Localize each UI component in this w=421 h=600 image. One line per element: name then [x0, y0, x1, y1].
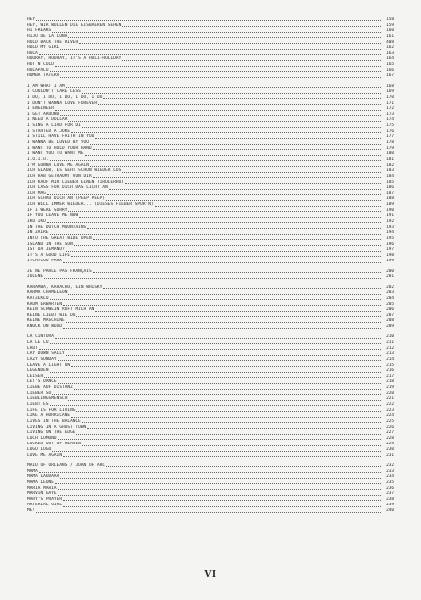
toc-entry-page: 220: [386, 390, 394, 396]
toc-entry-page: 238: [386, 496, 394, 502]
toc-entry-title: LA CINTURA: [27, 334, 54, 340]
toc-entry-page: 168: [386, 83, 394, 89]
dot-leader: [58, 383, 381, 384]
dot-leader: [60, 478, 381, 479]
toc-entry-title: INTO THE GREAT WIDE OPEN: [27, 235, 92, 241]
toc-entry-title: I SING A LIAD FÜR DI: [27, 123, 81, 129]
toc-entry-page: 164: [386, 56, 394, 62]
toc-entry-page: 223: [386, 407, 394, 413]
toc-entry-page: 174: [386, 117, 394, 123]
toc-entry-title: KARMA CHAMELEON: [27, 290, 68, 296]
toc-entry-page: 219: [386, 385, 394, 391]
toc-entry-title: I STILL HAVE FAITH IN YOU: [27, 134, 95, 140]
toc-entry-title: I'M GONNA LOVE ME AGAIN: [27, 162, 89, 168]
toc-entry-title: HOT N COLD: [27, 62, 54, 68]
toc-entry-title: HOLA: [27, 50, 38, 56]
toc-entry-page: 185: [386, 179, 394, 185]
dot-leader: [66, 355, 381, 356]
dot-leader: [68, 37, 381, 38]
toc-entry-title: MATERIAL GIRL: [27, 502, 63, 508]
toc-entry-title: ICH SCHAU DICH AN (PEEP PEEP): [27, 196, 106, 202]
dot-leader: [60, 77, 381, 78]
dot-leader: [93, 177, 381, 178]
toc-entry-title: I ENGINEER: [27, 106, 54, 112]
toc-entry-title: ME!: [27, 508, 36, 514]
dot-leader: [58, 489, 381, 490]
toc-entry-title: I WANT YOU TO WANT ME: [27, 151, 84, 157]
toc-entry-page: 237: [386, 491, 394, 497]
toc-entry-title: LIEBLINGSMENSCH: [27, 396, 68, 402]
dot-leader: [63, 456, 381, 457]
dot-leader: [55, 66, 381, 67]
page-number: VI: [204, 570, 217, 580]
toc-entry-title: I WANT TO HOLD YOUR HAND: [27, 145, 92, 151]
toc-entry-title: KNOCK ON WOOD: [27, 324, 63, 330]
toc-entry-title: IN ZAIRE: [27, 230, 49, 236]
toc-entry-page: 209: [386, 324, 394, 330]
dot-leader: [82, 422, 381, 423]
toc-entry-page: 233: [386, 468, 394, 474]
toc-entry-page: 171: [386, 100, 394, 106]
toc-entry-page: 181: [386, 156, 394, 162]
toc-entry-page: 210: [386, 334, 394, 340]
toc-entry-title: KAUM ERWARTEN: [27, 301, 63, 307]
toc-entry-page: 239: [386, 502, 394, 508]
toc-entry-page: 172: [386, 106, 394, 112]
toc-entry-title: ICH HAB GETRÄUMT VON DIR: [27, 173, 92, 179]
toc-entry-page: 231: [386, 452, 394, 458]
toc-entry-page: 176: [386, 128, 394, 134]
toc-entry-title: MARIA MARIA: [27, 485, 57, 491]
dot-leader: [90, 166, 381, 167]
toc-entry: [27, 324, 394, 330]
toc-entry-page: 187: [386, 190, 394, 196]
toc-entry-page: 188: [386, 196, 394, 202]
dot-leader: [63, 328, 381, 329]
toc-entry-page: 201: [386, 274, 394, 280]
dot-leader: [66, 87, 381, 88]
toc-entry-title: MAMA LAUDAAA: [27, 474, 60, 480]
toc-entry-page: 227: [386, 430, 394, 436]
dot-leader: [106, 466, 381, 467]
dot-leader: [90, 144, 381, 145]
dot-leader: [82, 93, 381, 94]
toc-entry-title: IT'S A GOOD LIFE: [27, 252, 71, 258]
toc-entry-title: LIVES IN THE BALANCE: [27, 418, 81, 424]
toc-entry-page: 192: [386, 219, 394, 224]
toc-entry-title: LAUT: [27, 345, 38, 351]
toc-entry-page: 214: [386, 356, 394, 362]
toc-entry-title: LOVE ME AGAIN: [27, 452, 63, 458]
toc-entry-title: ISLAND IN THE SUN: [27, 241, 73, 247]
dot-leader: [95, 138, 381, 139]
toc-entry-page: 229: [386, 441, 394, 447]
toc-entry-title: MAMA: [27, 468, 38, 474]
toc-entry-page: 179: [386, 145, 394, 151]
toc-entry-title: HOLD BACK THE RIVER: [27, 39, 79, 45]
toc-entry-title: KARAMBA, KARACHO, EIN WHISKY: [27, 284, 103, 290]
dot-leader: [66, 251, 381, 252]
toc-entry-title: LIVING ON THE EDGE: [27, 430, 76, 436]
toc-entry-page: 165: [386, 62, 394, 68]
toc-entry-title: ICH WILL IMMER WIEDER... (DIESES FIEBER SPÜR'N): [27, 202, 154, 208]
toc-entry-title: IF YOU LEAVE ME NOW: [27, 213, 79, 219]
dot-leader: [50, 343, 381, 344]
toc-entry-title: HUMBA TÄTERA: [27, 73, 60, 79]
toc-entry-title: LA LE LU: [27, 339, 49, 345]
toc-entry-page: 212: [386, 345, 394, 351]
toc-entry-title: LEISER: [27, 373, 44, 379]
toc-entry-title: ICH KAUF MIR LIEBER EINEN TIROLERHUT: [27, 179, 124, 185]
dot-leader: [68, 294, 381, 295]
toc-entry-page: 167: [386, 73, 394, 79]
dot-leader: [87, 228, 381, 229]
toc-group: [27, 463, 394, 514]
dot-leader: [50, 299, 381, 300]
toc-entry-page: 175: [386, 123, 394, 129]
dot-leader: [52, 32, 381, 33]
toc-entry-title: LIFE IS FOR LIVING: [27, 407, 76, 413]
toc-entry-page: 222: [386, 402, 394, 407]
toc-entry-page: 215: [386, 362, 394, 368]
toc-entry-page: 184: [386, 173, 394, 179]
toc-entry-page: 216: [386, 368, 394, 374]
toc-entry-title: LOGO LOGO: [27, 447, 52, 453]
dot-leader: [58, 360, 381, 361]
dot-leader: [44, 278, 381, 279]
dot-leader: [47, 222, 381, 223]
toc-entry-page: 189: [386, 202, 394, 208]
toc-entry-title: HEY: [27, 17, 36, 22]
toc-entry-page: 226: [386, 424, 394, 430]
dot-leader: [50, 405, 381, 406]
dot-leader: [55, 110, 381, 111]
toc-group: [27, 84, 394, 265]
toc-entry-title: LAZY SUNDAY: [27, 356, 57, 362]
toc-entry-page: 240: [386, 508, 394, 514]
dot-leader: [60, 115, 381, 116]
dot-leader: [55, 483, 381, 484]
toc-entry-page: 202: [386, 284, 394, 290]
dot-leader: [63, 506, 381, 507]
toc-entry-page: 236: [386, 485, 394, 491]
toc-entry-page: 217: [386, 373, 394, 379]
toc-entry-title: LOCKED OUT OF HEAVEN: [27, 441, 81, 447]
toc-entry: [27, 508, 394, 514]
toc-entry-page: 186: [386, 185, 394, 191]
dot-leader: [44, 377, 381, 378]
toc-entry-title: KEINE MASCHINE: [27, 318, 65, 324]
toc-entry-title: LEGENDEN: [27, 368, 49, 374]
dot-leader: [68, 400, 381, 401]
toc-entry-title: MAMA LEONE: [27, 479, 54, 485]
dot-leader: [66, 322, 381, 323]
dot-leader: [122, 26, 381, 27]
toc-entry-title: MAID OF ORLEANS / JOAN OF ARC: [27, 463, 106, 468]
dot-leader: [87, 428, 381, 429]
toc-entry-page: 234: [386, 474, 394, 480]
toc-entry-title: LOCH LOMOND: [27, 435, 57, 441]
toc-entry-page: 235: [386, 479, 394, 485]
toc-entry-title: I AM WHAT I AM: [27, 83, 65, 89]
dot-leader: [122, 60, 381, 61]
dot-leader: [52, 451, 381, 452]
toc-entry-page: 208: [386, 318, 394, 324]
toc-entry-title: I WANNA BE LOVED BY YOU: [27, 140, 89, 146]
toc-entry-page: 177: [386, 134, 394, 140]
toc-entry-title: HULAPALU: [27, 67, 49, 73]
toc-entry-title: I STARTED A JOKE: [27, 128, 71, 134]
toc-entry-page: 160: [386, 28, 394, 34]
toc-entry-page: 225: [386, 418, 394, 424]
toc-entry-page: 196: [386, 241, 394, 247]
toc-entry-page: 161: [386, 33, 394, 39]
dot-leader: [76, 434, 381, 435]
toc-group: [27, 269, 394, 280]
toc-entry-title: KATZEKLO: [27, 295, 49, 301]
toc-entry-title: IF I WERE SORRY: [27, 207, 68, 213]
toc-entry-title: I NEED A DOLLAR: [27, 117, 68, 123]
dot-leader: [63, 500, 381, 501]
toc-entry-title: JOLENE: [27, 274, 44, 280]
toc-entry-title: LIEBE AUF DISTANZ: [27, 385, 73, 391]
toc-entry-page: 228: [386, 435, 394, 441]
toc-entry-page: 193: [386, 224, 394, 230]
toc-entry-page: 173: [386, 111, 394, 117]
dot-leader: [85, 155, 381, 156]
toc-entry-title: LIVING IN A GHOST TOWN: [27, 424, 87, 430]
toc-entry-page: 182: [386, 162, 394, 168]
toc-entry-page: 194: [386, 230, 394, 236]
dot-leader: [93, 149, 381, 150]
toc-entry-title: ICH LASS FÜR DICH DAS LICHT AN: [27, 185, 108, 191]
toc-entry-title: HIJO DE LA LUNA: [27, 33, 68, 39]
toc-entry-title: I COULDN'T CARE LESS: [27, 89, 81, 95]
dot-leader: [103, 98, 381, 99]
toc-entry-title: JE NE PARLE PAS FRANÇAIS: [27, 268, 92, 274]
toc-entry-page: 213: [386, 351, 394, 357]
toc-entry-page: 163: [386, 50, 394, 56]
toc-entry: [27, 453, 394, 459]
toc-entry-title: IKO IKO: [27, 219, 46, 224]
toc-entry-title: LAY DOWN SALLY: [27, 351, 65, 357]
dot-leader: [109, 189, 381, 190]
toc-entry-page: 183: [386, 168, 394, 174]
toc-entry-title: HI FREAKS: [27, 28, 52, 34]
dot-leader: [71, 417, 381, 418]
dot-leader: [39, 349, 381, 350]
dot-leader: [82, 445, 381, 446]
dot-leader: [50, 234, 381, 235]
dot-leader: [122, 172, 381, 173]
toc-entry-title: LET'S DANCE: [27, 379, 57, 385]
dot-leader: [60, 49, 381, 50]
dot-leader: [106, 200, 381, 201]
toc-entry-title: ICH GLAUB, ES GEHT SCHON WIEDER LOS: [27, 168, 122, 174]
toc-entry-page: 408: [386, 39, 394, 45]
toc-entry-title: ICH MAG: [27, 190, 46, 196]
toc-entry-page: 180: [386, 151, 394, 157]
toc-entry-page: 221: [386, 396, 394, 402]
toc-entry-page: 203: [386, 290, 394, 296]
dot-leader: [79, 43, 381, 44]
dot-leader: [74, 389, 381, 390]
toc-entry-page: 162: [386, 45, 394, 51]
dot-leader: [76, 316, 381, 317]
toc-entry-page: 205: [386, 301, 394, 307]
toc-entry-title: LIEBER SO: [27, 390, 52, 396]
toc-entry-title: LEAVE A LIGHT ON: [27, 362, 71, 368]
toc-group: [27, 17, 394, 79]
toc-entry-page: 166: [386, 67, 394, 73]
toc-entry-title: HEY, WIR WOLLEN DIE EISBAEREN SEHEN: [27, 22, 122, 28]
toc-entry-title: IST DA JEMAND?: [27, 247, 65, 253]
toc-entry-title: MARVIN GAYE: [27, 491, 57, 497]
dot-leader: [68, 121, 381, 122]
dot-leader: [155, 206, 381, 207]
dot-leader: [74, 245, 381, 246]
dot-leader: [39, 54, 381, 55]
toc-entry: [27, 73, 394, 79]
dot-leader: [103, 288, 381, 289]
toc-entry-page: 224: [386, 413, 394, 419]
toc-entry-title: LIEBT ES: [27, 402, 49, 407]
toc-entry: [27, 274, 394, 280]
dot-leader: [76, 411, 381, 412]
toc-entry-page: 178: [386, 140, 394, 146]
toc-entry-title: I GET AROUND: [27, 111, 60, 117]
dot-leader: [47, 194, 381, 195]
toc-group: [27, 285, 394, 330]
dot-leader: [82, 127, 381, 128]
toc-entry-title: LIKE A HURRICANE: [27, 413, 71, 419]
toc-entry-title: I.O.I.O.: [27, 156, 49, 162]
dot-leader: [39, 472, 381, 473]
toc-entry-page: 170: [386, 94, 394, 100]
toc-entry-page: 190: [386, 207, 394, 213]
toc-entry-page: 158: [386, 17, 394, 22]
dot-leader: [63, 262, 381, 263]
dot-leader: [36, 20, 381, 21]
dot-leader: [79, 217, 381, 218]
dot-leader: [71, 132, 381, 133]
toc-entry-page: 198: [386, 252, 394, 258]
toc-entry-title: KEIN SCHWEIN RUFT MICH AN: [27, 307, 95, 313]
toc-entry-title: IN THE DUTCH MOUNTAINS: [27, 224, 87, 230]
toc-group: [27, 334, 394, 458]
dot-leader: [93, 272, 381, 273]
toc-entry-page: 230: [386, 447, 394, 453]
toc-entry-title: HOORAY, HOORAY, IT'S A HOLI-HOLIDAY: [27, 56, 122, 62]
dot-leader: [125, 183, 381, 184]
toc-entry-title: I DO, I DO, I DO, I DO, I DO: [27, 94, 103, 100]
toc-entry-page: 211: [386, 339, 394, 345]
table-of-contents: [27, 17, 394, 518]
dot-leader: [98, 104, 381, 105]
dot-leader: [58, 439, 381, 440]
toc-entry-title: KEINE LIEBT WIE DU: [27, 312, 76, 318]
dot-leader: [55, 338, 381, 339]
dot-leader: [68, 211, 381, 212]
toc-entry-page: 199: [386, 258, 394, 264]
toc-entry-page: 169: [386, 89, 394, 95]
toc-entry-page: 197: [386, 247, 394, 253]
toc-entry-title: ITCHYCOO PARK: [27, 258, 63, 264]
toc-entry-page: 218: [386, 379, 394, 385]
toc-entry-page: 204: [386, 295, 394, 301]
dot-leader: [52, 394, 381, 395]
toc-entry-title: HOLD MY GIRL: [27, 45, 60, 51]
dot-leader: [50, 160, 381, 161]
dot-leader: [36, 512, 381, 513]
dot-leader: [50, 372, 381, 373]
toc-entry-page: 206: [386, 307, 394, 313]
toc-entry-page: 159: [386, 22, 394, 28]
toc-entry: [27, 259, 394, 265]
toc-entry-page: 207: [386, 312, 394, 318]
dot-leader: [71, 366, 381, 367]
toc-entry-page: 191: [386, 213, 394, 219]
toc-entry-page: 200: [386, 268, 394, 274]
dot-leader: [71, 256, 381, 257]
toc-entry-page: 195: [386, 235, 394, 241]
dot-leader: [50, 71, 381, 72]
dot-leader: [58, 495, 381, 496]
toc-entry-title: I DON'T WANNA LOVE FOREVER: [27, 100, 98, 106]
dot-leader: [95, 311, 381, 312]
dot-leader: [93, 239, 381, 240]
toc-entry-page: 232: [386, 463, 394, 468]
toc-entry-title: MARY'S PRAYER: [27, 496, 63, 502]
dot-leader: [63, 305, 381, 306]
